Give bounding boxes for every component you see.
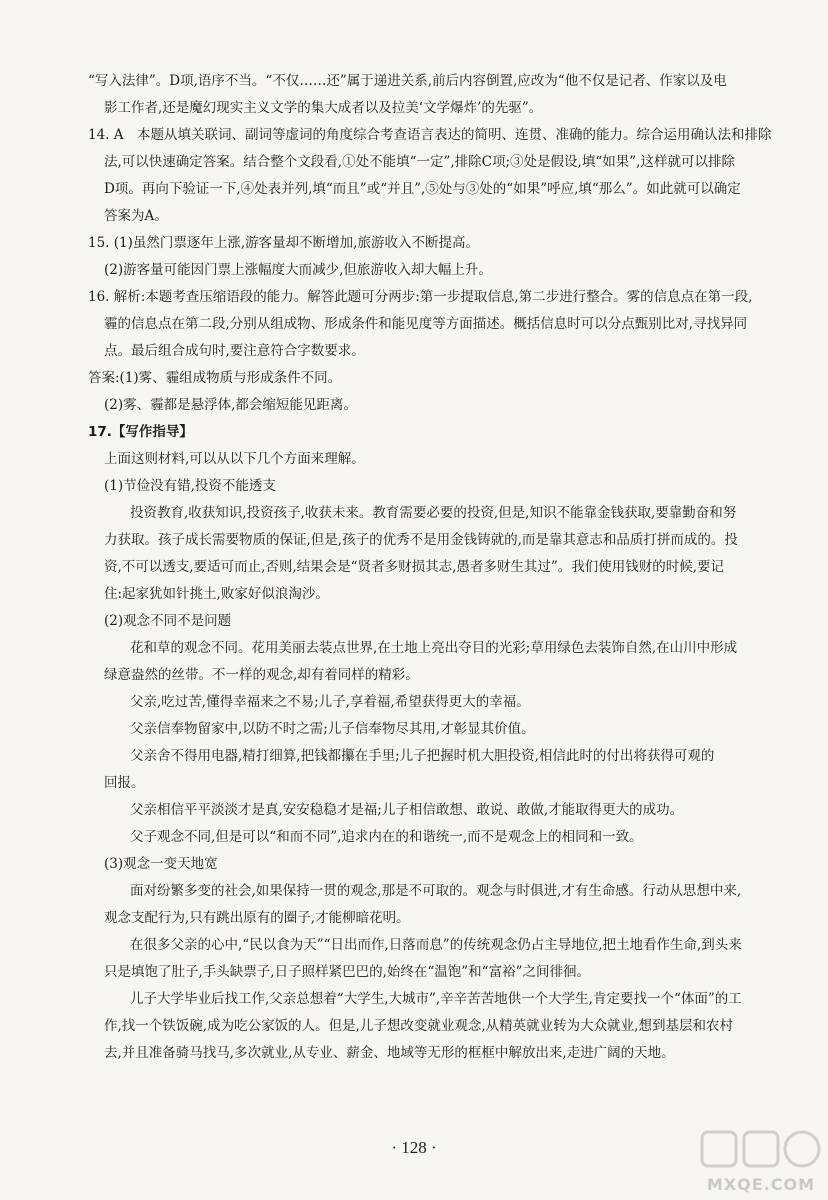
question-15-answer-1: 15. (1)虽然门票逐年上涨,游客量却不断增加,旅游收入不断提高。 [88, 235, 479, 251]
text-line-5: D项。再向下验证一下,④处表并列,填“而且”或“并且”,⑤处与③处的“如果”呼应,填“那么”。如此就可以确定 [104, 181, 741, 197]
text-line-20: 住:起家犹如针挑土,败家好似浪淘沙。 [104, 586, 329, 602]
section-2-heading: (2)观念不同不是问题 [104, 613, 232, 629]
question-14-answer: 14. A 本题从填关联词、副词等虚词的角度综合考查语言表达的简明、连贯、准确的能力。综合运用确认法和排除 [88, 127, 772, 143]
text-line-1: “写入法律”。D项,语序不当。“不仅……还”属于递进关系,前后内容倒置,应改为“他不仅是记者、作家以及电 [88, 73, 727, 89]
text-line-36: 作,找一个铁饭碗,成为吃公家饭的人。但是,儿子想改变就业观念,从精英就业转为大众就业,想到基层和农村 [104, 1018, 733, 1034]
watermark-logo [698, 1126, 824, 1196]
text-line-31: 面对纷繁多变的社会,如果保持一贯的观念,那是不可取的。观念与时俱进,才有生命感。行动从思想中来, [130, 883, 742, 899]
question-15-answer-2: (2)游客量可能因门票上涨幅度大而减少,但旅游收入却大幅上升。 [104, 262, 492, 278]
watermark-logo-icon [698, 1126, 824, 1174]
text-line-28: 父亲相信平平淡淡才是真,安安稳稳才是福;儿子相信敢想、敢说、敢做,才能取得更大的成功。 [130, 802, 684, 818]
text-line-27: 回报。 [104, 775, 145, 791]
text-line-32: 观念支配行为,只有跳出原有的圈子,才能柳暗花明。 [104, 910, 410, 926]
text-line-17: 投资教育,收获知识,投资孩子,收获未来。教育需要必要的投资,但是,知识不能靠金钱获取,要靠勤奋和努 [130, 505, 737, 521]
watermark-text: MXQE.COM [706, 1175, 816, 1194]
text-line-25: 父亲信奉物留家中,以防不时之需;儿子信奉物尽其用,才彰显其价值。 [130, 721, 535, 737]
text-line-2: 影工作者,还是魔幻现实主义文学的集大成者以及拉美‘文学爆炸’的先驱”。 [104, 100, 543, 116]
text-line-35: 儿子大学毕业后找工作,父亲总想着“大学生,大城市”,辛辛苦苦地供一个大学生,肯定要找一个“体面”的工 [130, 991, 742, 1007]
text-line-37: 去,并且准备骑马找马,多次就业,从专业、薪金、地域等无形的框框中解放出来,走进广阔的天地。 [104, 1045, 675, 1061]
section-3-heading: (3)观念一变天地宽 [104, 856, 218, 872]
text-line-15: 上面这则材料,可以从以下几个方面来理解。 [104, 451, 365, 467]
text-line-23: 绿意盎然的丝带。不一样的观念,却有着同样的精彩。 [104, 667, 419, 683]
question-16-answer-1: 答案:(1)雾、霾组成物质与形成条件不同。 [88, 370, 342, 386]
text-line-34: 只是填饱了肚子,手头缺票子,日子照样紧巴巴的,始终在“温饱”和“富裕”之间徘徊。 [104, 964, 590, 980]
text-line-10: 霾的信息点在第二段,分别从组成物、形成条件和能见度等方面描述。概括信息时可以分点甄别比对,寻找异同 [104, 316, 748, 332]
text-line-6: 答案为A。 [104, 208, 168, 224]
text-line-26: 父亲舍不得用电器,精打细算,把钱都攥在手里;儿子把握时机大胆投资,相信此时的付出将获得可观的 [130, 748, 715, 764]
section-1-heading: (1)节俭没有错,投资不能透支 [104, 478, 276, 494]
answer-text-body [88, 68, 792, 1067]
question-16-answer-2: (2)雾、霾都是悬浮体,都会缩短能见距离。 [104, 397, 357, 413]
page-number: · 128 · [391, 1138, 437, 1157]
question-17-heading: 17.【写作指导】 [88, 424, 193, 440]
text-line-29: 父子观念不同,但是可以“和而不同”,追求内在的和谐统一,而不是观念上的相同和一致。 [130, 829, 643, 845]
text-line-19: 资,不可以透支,要适可而止,否则,结果会是“贤者多财损其志,愚者多财生其过”。我们使用钱财的时候,要记 [104, 559, 725, 575]
text-line-24: 父亲,吃过苦,懂得幸福来之不易;儿子,享着福,希望获得更大的幸福。 [130, 694, 530, 710]
text-line-33: 在很多父亲的心中,“民以食为天”“日出而作,日落而息”的传统观念仍占主导地位,把土地看作生命,到头来 [130, 937, 742, 953]
text-line-22: 花和草的观念不同。花用美丽去装点世界,在土地上亮出夺目的光彩;草用绿色去装饰自然,在山川中形成 [130, 640, 738, 656]
text-line-18: 力获取。孩子成长需要物质的保证,但是,孩子的优秀不是用金钱铸就的,而是靠其意志和品质打拼而成的。投 [104, 532, 738, 548]
question-16-analysis: 16. 解析:本题考查压缩语段的能力。解答此题可分两步:第一步提取信息,第二步进行整合。雾的信息点在第一段, [88, 289, 753, 305]
text-line-11: 点。最后组合成句时,要注意符合字数要求。 [104, 343, 365, 359]
text-line-4: 法,可以快速确定答案。结合整个文段看,①处不能填“一定”,排除C项;③处是假设,填“如果”,这样就可以排除 [104, 154, 735, 170]
